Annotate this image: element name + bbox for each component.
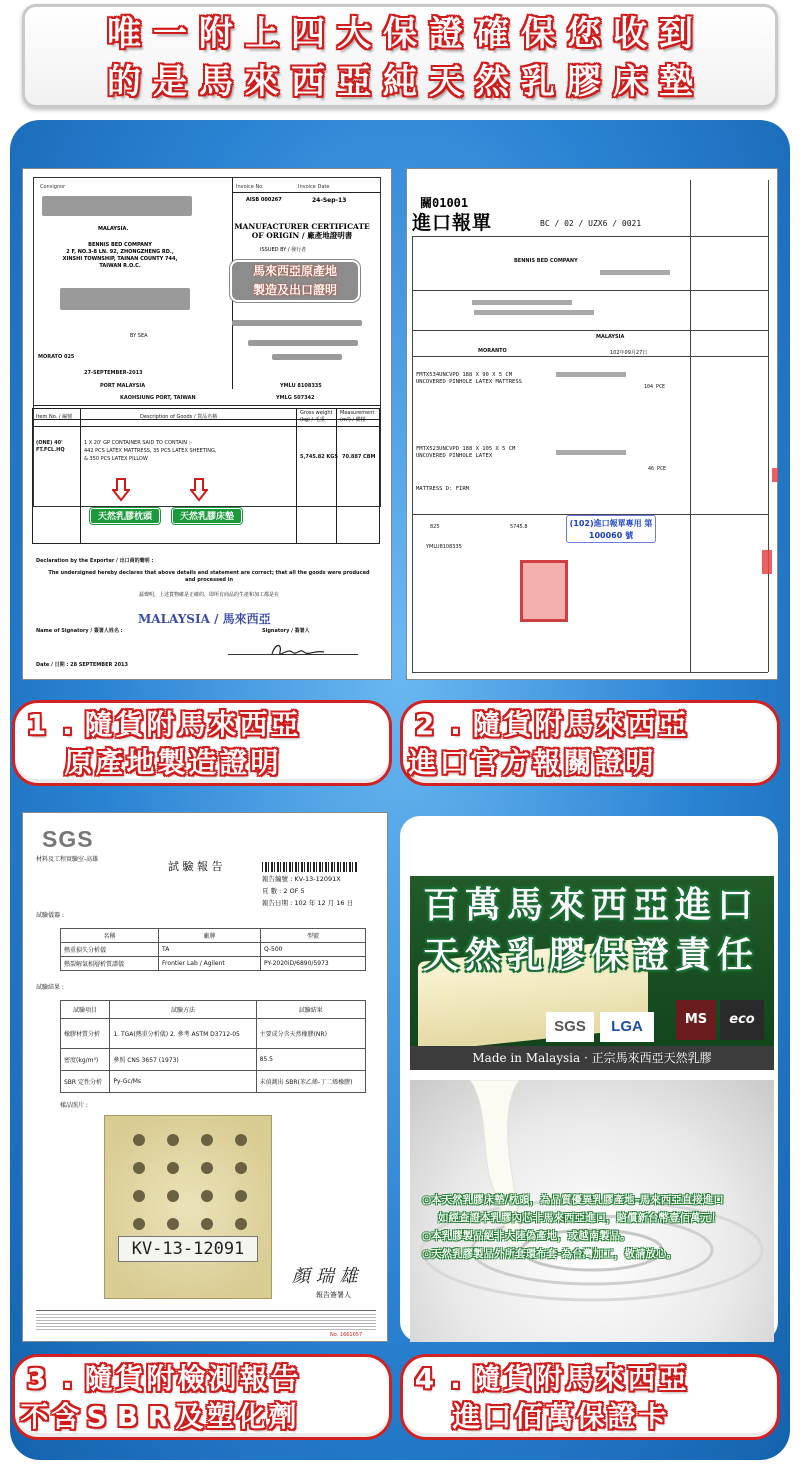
table-header: 試驗結果 xyxy=(256,1001,365,1019)
declaration-cn: 茲聲明，上述貨物確是正確的，即所有商品的生產和加工都是在 xyxy=(138,592,279,598)
caption-char: 報 xyxy=(532,746,561,779)
mattress-label: MATTRESS D: FIRM xyxy=(416,486,469,492)
consignor-label: Consignor xyxy=(40,184,66,190)
pinhole xyxy=(201,1162,213,1174)
fine-print xyxy=(36,1314,376,1330)
consignee-address-1: 2 F, NO.3-8 LN. 92, ZHONGZHENG RD., xyxy=(66,249,174,255)
caption-char: 原 xyxy=(64,746,93,779)
table-cell: 85.5 xyxy=(256,1049,365,1071)
caption-char: . xyxy=(450,708,461,741)
caption-char: R xyxy=(147,1400,170,1433)
table-cell: 橡膠材質分析 xyxy=(61,1019,110,1049)
caption-char: 附 xyxy=(534,1362,563,1395)
caption-char: 及 xyxy=(175,1400,204,1433)
caption-3-line-1 xyxy=(21,1361,300,1397)
pinhole xyxy=(133,1162,145,1174)
card-headline-char: 口 xyxy=(716,885,753,926)
caption-1-line-1 xyxy=(21,707,300,743)
report-title: 試 驗 報 告 xyxy=(168,860,223,873)
card-headline-2 xyxy=(420,934,756,978)
pinhole xyxy=(235,1134,247,1146)
description-line-3: & 350 PCS LATEX PILLOW xyxy=(84,456,148,462)
caption-char: 附 xyxy=(146,708,175,741)
report-date: 報告日期 : 102 年 12 月 16 日 xyxy=(262,899,354,907)
caption-char: 口 xyxy=(483,1400,512,1433)
caption-char: 報 xyxy=(239,1362,268,1395)
banner-char: 確 xyxy=(475,14,509,54)
customs-title: 進口報單 xyxy=(412,212,493,234)
caption-3 xyxy=(12,1354,392,1440)
banner-char: 來 xyxy=(245,62,279,102)
banner-char: 是 xyxy=(153,62,187,102)
caption-char: 隨 xyxy=(472,1362,501,1395)
guarantee-note-3: ◎本乳膠製品絕非大陸偽產地，或越南製品。 xyxy=(422,1230,631,1242)
caption-char: 亞 xyxy=(658,1362,687,1395)
caption-char: . xyxy=(62,1362,73,1395)
caption-char: . xyxy=(62,708,73,741)
caption-4-line-1 xyxy=(409,1361,688,1397)
port-of-discharge: KAOHSIUNG PORT, TAIWAN xyxy=(120,395,196,401)
item-mark: (ONE) 40' FT.FCL.HQ xyxy=(36,440,65,453)
caption-char: 萬 xyxy=(545,1400,574,1433)
sgs-logo: SGS xyxy=(42,826,94,852)
red-seal-stamp xyxy=(520,560,568,622)
caption-char: 隨 xyxy=(84,1362,113,1395)
report-number: 報告編號 : KV-13-12091X xyxy=(262,875,341,883)
card-headline-char: 來 xyxy=(548,885,585,926)
caption-char: 測 xyxy=(208,1362,237,1395)
report-page: 頁 數 : 2 OF 5 xyxy=(262,887,305,895)
pinhole xyxy=(235,1162,247,1174)
vessel: MORANTO xyxy=(478,348,507,354)
col-description: Description of Goods / 貨品名稱 xyxy=(140,414,218,420)
customs-stamp-text: (102)進口報單專用 第 100060 號 xyxy=(569,519,653,540)
lab-name: 材料及工程實驗室-高雄 xyxy=(36,856,99,863)
pinhole xyxy=(167,1190,179,1202)
ms-logo: MS xyxy=(676,1000,716,1040)
caption-char: 產 xyxy=(95,746,124,779)
pinhole xyxy=(201,1218,213,1230)
banner-char: 您 xyxy=(567,14,601,54)
made-in-malaysia: Made in Malaysia · 正宗馬來西亞天然乳膠 xyxy=(410,1046,774,1070)
result-table xyxy=(60,1000,366,1093)
caption-char: 隨 xyxy=(84,708,113,741)
date-of-export: 27-SEPTEMBER-2013 xyxy=(84,370,143,376)
pinhole xyxy=(133,1218,145,1230)
notify-redacted xyxy=(60,288,190,310)
caption-char: 方 xyxy=(501,746,530,779)
divider xyxy=(36,1310,376,1311)
pinhole xyxy=(235,1190,247,1202)
table-header: 名稱 xyxy=(61,929,159,943)
caption-4-line-2 xyxy=(451,1399,668,1435)
pinhole xyxy=(201,1190,213,1202)
table-row xyxy=(61,1019,366,1049)
banner-char: 天 xyxy=(429,62,463,102)
caption-2-line-1 xyxy=(409,707,688,743)
card-headline-char: 進 xyxy=(674,885,711,926)
table-cell: 未偵測出 SBR(苯乙烯-丁二烯橡膠) xyxy=(256,1071,365,1093)
item-2-qty: 46 PCE xyxy=(648,466,667,472)
customs-stamp xyxy=(566,515,656,543)
caption-char: 官 xyxy=(470,746,499,779)
latex-pillow-tag: 天然乳膠枕頭 xyxy=(90,508,160,524)
consignee-address-2: XINSHI TOWNSHIP, TAINAN COUNTY 744, xyxy=(62,256,178,262)
item-1: FMTX534UNCVPD 188 X 90 X 5 CM UNCOVERED PINHOLE LATEX MATTRESS xyxy=(416,372,522,385)
vessel-name: MORATO 025 xyxy=(38,354,75,360)
signatory-label: Signatory / 簽署人 xyxy=(262,628,310,634)
table-cell: 主要成分含天然橡膠(NR) xyxy=(256,1019,365,1049)
redacted-bar xyxy=(556,372,626,377)
table-cell: TA xyxy=(159,943,261,957)
invoice-no: AISB 000267 xyxy=(246,197,282,203)
caption-char: 檢 xyxy=(177,1362,206,1395)
banner-line-2 xyxy=(25,61,775,103)
caption-char: 進 xyxy=(452,1400,481,1433)
origin-stamp xyxy=(230,260,360,302)
table-cell: PY-2020iD/6890/5973 xyxy=(260,957,365,971)
card-headline-char: 膠 xyxy=(548,935,585,976)
table-cell: 參照 CNS 3657 (1973) xyxy=(110,1049,256,1071)
consignor-redacted xyxy=(42,196,192,216)
caption-char: S xyxy=(86,1400,107,1433)
redacted-bar xyxy=(472,300,572,305)
caption-3-line-2 xyxy=(19,1399,298,1435)
caption-char: 1 xyxy=(26,708,47,741)
caption-char: 造 xyxy=(188,746,217,779)
caption-char: 佰 xyxy=(514,1400,543,1433)
banner-char: 膠 xyxy=(567,62,601,102)
card-headline-char: 百 xyxy=(422,885,459,926)
form-number: 關01001 xyxy=(420,196,469,210)
caption-char: 貨 xyxy=(115,708,144,741)
table-cell: 熱重損失分析儀 xyxy=(61,943,159,957)
caption-char: 2 xyxy=(414,708,435,741)
banner-char: 唯 xyxy=(107,14,141,54)
banner-char: 上 xyxy=(245,14,279,54)
caption-char: 附 xyxy=(534,708,563,741)
eco-logo: eco xyxy=(720,1000,764,1040)
caption-1 xyxy=(12,700,392,786)
banner-char: 收 xyxy=(613,14,647,54)
caption-char: 馬 xyxy=(177,708,206,741)
down-arrow-icon xyxy=(190,478,208,502)
caption-char: 證 xyxy=(219,746,248,779)
table-cell: SBR 定性分析 xyxy=(61,1071,110,1093)
signer-signature: 顏 瑞 雄 xyxy=(292,1266,358,1287)
caption-char: 隨 xyxy=(472,708,501,741)
pinhole xyxy=(235,1218,247,1230)
banner-char: 然 xyxy=(475,62,509,102)
table-row xyxy=(61,929,366,943)
signatory-name-label: Name of Signatory / 簽署人姓名 : xyxy=(36,628,123,634)
caption-char: 口 xyxy=(439,746,468,779)
invoice-date-label: Invoice Date xyxy=(298,184,330,190)
table-header: 廠牌 xyxy=(159,929,261,943)
consignee-block xyxy=(40,242,200,270)
invoice-date: 24-Sep-13 xyxy=(312,197,347,204)
banner-char: 附 xyxy=(199,14,233,54)
measurement: 70.887 CBM xyxy=(342,454,376,460)
caption-char: 貨 xyxy=(115,1362,144,1395)
item-2: FMTX523UNCVPD 188 X 105 X 5 CM UNCOVERED PINHOLE LATEX xyxy=(416,446,516,459)
table-row xyxy=(61,1001,366,1019)
redacted-bar xyxy=(474,310,594,315)
invoice-no-label: Invoice No. xyxy=(236,184,264,190)
redacted-bar xyxy=(248,340,358,346)
card-headline-char: 西 xyxy=(590,885,627,926)
card-headline-char: 然 xyxy=(464,935,501,976)
caption-char: . xyxy=(450,1362,461,1395)
lga-logo: LGA xyxy=(600,1012,654,1042)
card-headline-char: 證 xyxy=(632,935,669,976)
side-seal xyxy=(762,550,772,574)
mode-of-transport: BY SEA xyxy=(130,333,148,339)
customs-declaration xyxy=(406,168,778,680)
guarantee-note-4: ◎天然乳膠製品外所套環布套-為台灣加工，敬請放心。 xyxy=(422,1248,678,1260)
table-cell: 密度(kg/m³) xyxy=(61,1049,110,1071)
table-cell: Py-Gc/Ms xyxy=(110,1071,256,1093)
caption-char: 馬 xyxy=(565,1362,594,1395)
certificate-date: Date / 日期 : 28 SEPTEMBER 2013 xyxy=(36,662,129,668)
container-number: YMLU8108335 xyxy=(426,544,462,550)
equipment-table xyxy=(60,928,366,971)
caption-char: 地 xyxy=(126,746,155,779)
caption-char: 塑 xyxy=(206,1400,235,1433)
caption-1-line-2 xyxy=(63,745,280,781)
photo-label: 樣品照片 : xyxy=(60,1102,88,1109)
caption-char: 3 xyxy=(26,1362,47,1395)
redacted-bar xyxy=(600,270,670,275)
col-item-no: Item No. / 編號 xyxy=(36,414,73,420)
banner-char: 乳 xyxy=(521,62,555,102)
caption-char: 4 xyxy=(414,1362,435,1395)
caption-char: 西 xyxy=(627,708,656,741)
origin-country: MALAYSIA / 馬來西亞 xyxy=(138,612,271,626)
caption-char: 保 xyxy=(576,1400,605,1433)
table-row xyxy=(61,1071,366,1093)
signature-scribble-icon xyxy=(268,640,328,662)
col-gross-weight: Gross weight (kg) / 毛重 xyxy=(300,410,333,423)
caption-char: 西 xyxy=(627,1362,656,1395)
caption-2-line-2 xyxy=(407,745,655,781)
banner-char: 大 xyxy=(337,14,371,54)
caption-char: 貨 xyxy=(503,1362,532,1395)
banner-line-1 xyxy=(25,13,775,55)
caption-char: 亞 xyxy=(270,708,299,741)
table-row xyxy=(61,943,366,957)
caption-char: 西 xyxy=(239,708,268,741)
pinhole xyxy=(201,1134,213,1146)
importer: BENNIS BED COMPANY xyxy=(514,258,578,264)
barcode-icon xyxy=(262,862,358,872)
banner-char: 純 xyxy=(383,62,417,102)
signer-title: 報告簽署人 xyxy=(316,1291,351,1299)
footer-number: No. 1661057 xyxy=(330,1332,363,1338)
banner-char: 亞 xyxy=(337,62,371,102)
caption-char: 貨 xyxy=(503,708,532,741)
declaration-text: The undersigned hereby declares that above details and statement are correct; that all the goods were produced and processed in xyxy=(48,570,370,583)
redacted-bar xyxy=(232,320,362,326)
top-banner xyxy=(22,4,778,108)
table-header: 型號 xyxy=(260,929,365,943)
issued-by: ISSUED BY / 發行者 xyxy=(260,247,307,253)
caption-char: 明 xyxy=(250,746,279,779)
banner-char: 一 xyxy=(153,14,187,54)
declaration-title: Declaration by the Exporter / 出口商的聲明 : xyxy=(36,558,154,564)
card-headline-char: 責 xyxy=(674,935,711,976)
card-headline-char: 乳 xyxy=(506,935,543,976)
caption-char: B xyxy=(116,1400,139,1433)
stamp-line-2: 製造及出口證明 xyxy=(252,283,337,297)
declaration-date: 102年09月27日 xyxy=(610,350,648,356)
card-headline-1 xyxy=(420,884,756,928)
guarantee-note-2: 如經查證本乳膠內芯非馬來西亞進口，賠償新台幣壹佰萬元！ xyxy=(438,1212,722,1224)
pinhole xyxy=(133,1134,145,1146)
banner-char: 墊 xyxy=(659,62,693,102)
package-count: 825 xyxy=(430,524,440,530)
caption-char: 進 xyxy=(408,746,437,779)
caption-char: 不 xyxy=(20,1400,49,1433)
description-line-2: 442 PCS LATEX MATTRESS, 35 PCS LATEX SHEETING, xyxy=(84,448,217,454)
caption-2 xyxy=(400,700,780,786)
table-row xyxy=(61,957,366,971)
consignee-address-3: TAIWAN R.O.C. xyxy=(99,263,141,269)
latex-mattress-tag: 天然乳膠床墊 xyxy=(172,508,242,524)
caption-char: 劑 xyxy=(268,1400,297,1433)
export-country: MALAYSIA xyxy=(596,334,625,340)
card-headline-char: 馬 xyxy=(506,885,543,926)
caption-char: 馬 xyxy=(565,708,594,741)
table-cell: 熱裂解氣相層析質譜儀 xyxy=(61,957,159,971)
caption-char: 來 xyxy=(596,1362,625,1395)
port-of-loading: PORT MALAYSIA xyxy=(100,383,146,389)
banner-char: 保 xyxy=(521,14,555,54)
table-cell: Frontier Lab / Agilent xyxy=(159,957,261,971)
seal-no: YMLG 507342 xyxy=(276,395,315,401)
caption-char: 明 xyxy=(625,746,654,779)
banner-char: 到 xyxy=(659,14,693,54)
caption-char: 製 xyxy=(157,746,186,779)
declaration-code: BC / 02 / UZX6 / 0021 xyxy=(540,219,642,228)
banner-char: 四 xyxy=(291,14,325,54)
caption-char: 來 xyxy=(596,708,625,741)
manufacturer-certificate-title: MANUFACTURER CERTIFICATE OF ORIGIN / 廠產地證明書 xyxy=(234,222,370,240)
col-measurement: Measurement (m³) / 體積 xyxy=(340,410,375,423)
card-headline-char: 亞 xyxy=(632,885,669,926)
banner-char: 床 xyxy=(613,62,647,102)
item-1-qty: 104 PCE xyxy=(644,384,666,390)
latex-sample-photo xyxy=(104,1115,272,1299)
caption-char: 卡 xyxy=(638,1400,667,1433)
sgs-logo: SGS xyxy=(546,1012,594,1042)
down-arrow-icon xyxy=(112,478,130,502)
caption-char: 來 xyxy=(208,708,237,741)
caption-char: 亞 xyxy=(658,708,687,741)
banner-char: 證 xyxy=(429,14,463,54)
caption-char: 關 xyxy=(563,746,592,779)
caption-4 xyxy=(400,1354,780,1440)
table-header: 試驗項目 xyxy=(61,1001,110,1019)
pinhole xyxy=(167,1134,179,1146)
malaysia-small: MALAYSIA. xyxy=(98,226,129,232)
caption-char: 含 xyxy=(51,1400,80,1433)
pinhole xyxy=(133,1190,145,1202)
result-label: 試驗結果 : xyxy=(36,984,64,991)
banner-char: 保 xyxy=(383,14,417,54)
banner-char: 馬 xyxy=(199,62,233,102)
side-seal xyxy=(772,468,778,482)
guarantee-note-1: ◎本天然乳膠床墊/枕頭，為品質優異乳膠產地–馬來西亞直接進口 xyxy=(422,1194,724,1206)
pinhole xyxy=(167,1162,179,1174)
card-headline-char: 任 xyxy=(716,935,753,976)
table-cell: 1. TGA(熱重分析儀) 2. 參考 ASTM D3712-05 xyxy=(110,1019,256,1049)
redacted-bar xyxy=(272,354,342,360)
table-header: 試驗方法 xyxy=(110,1001,256,1019)
total-weight: 5745.8 xyxy=(510,524,528,530)
sample-id-label: KV-13-12091 xyxy=(118,1236,258,1262)
equipment-label: 試驗儀器 : xyxy=(36,912,64,919)
card-headline-char: 天 xyxy=(422,935,459,976)
table-cell: Q-500 xyxy=(260,943,365,957)
caption-char: 附 xyxy=(146,1362,175,1395)
consignee-name: BENNIS BED COMPANY xyxy=(88,242,152,248)
stamp-line-1: 馬來西亞原產地 xyxy=(252,264,337,278)
caption-char: 告 xyxy=(270,1362,299,1395)
card-headline-char: 保 xyxy=(590,935,627,976)
card-headline-char: 萬 xyxy=(464,885,501,926)
caption-char: 證 xyxy=(594,746,623,779)
redacted-bar xyxy=(556,450,626,455)
table-row xyxy=(61,1049,366,1071)
banner-char: 西 xyxy=(291,62,325,102)
description-line-1: 1 X 20' GP CONTAINER SAID TO CONTAIN :- xyxy=(84,440,193,446)
caption-char: 證 xyxy=(607,1400,636,1433)
container-no: YMLU 8108335 xyxy=(280,383,322,389)
banner-char: 的 xyxy=(107,62,141,102)
gross-weight: 5,745.82 KGS xyxy=(300,454,338,460)
pinhole xyxy=(167,1218,179,1230)
caption-char: 化 xyxy=(237,1400,266,1433)
